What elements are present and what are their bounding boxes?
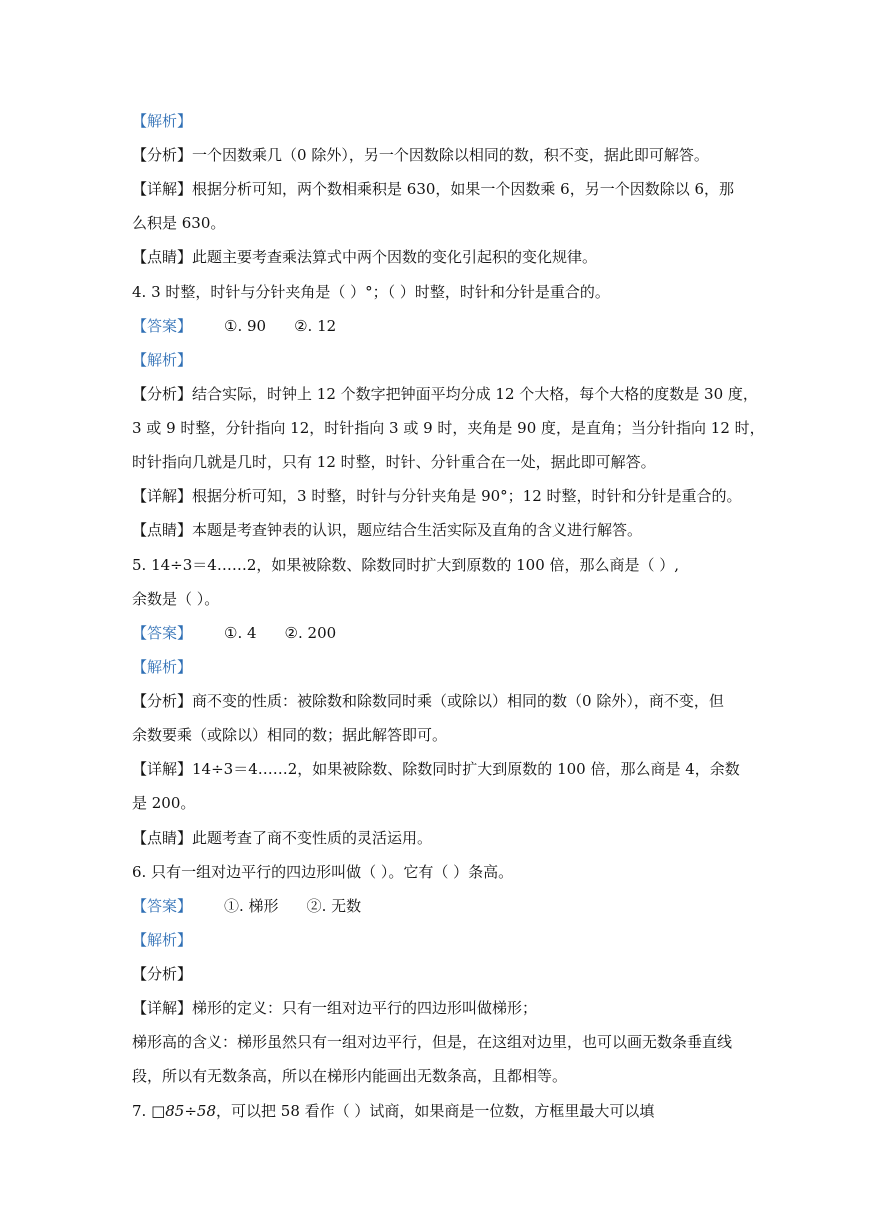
analysis-heading: 【解析】 [132,351,193,369]
question-6: 6. 只有一组对边平行的四边形叫做（ ）。它有（ ）条高。 [132,863,514,881]
question-4: 4. 3 时整，时针与分针夹角是（ ）°；（ ）时整，时针和分针是重合的。 [132,283,610,301]
analysis-heading: 【解析】 [132,112,193,130]
detail-line-cont: 么积是 630。 [132,214,226,232]
math-expression: □85÷58 [151,1102,217,1120]
question-5: 5. 14÷3＝4……2，如果被除数、除数同时扩大到原数的 100 倍，那么商是（ ）, [132,556,680,574]
analysis-heading: 【解析】 [132,931,193,949]
analysis-line-cont: 3 或 9 时整，分针指向 12，时针指向 3 或 9 时，夹角是 90 度，是直角；当分针指向 12 时， [132,419,765,437]
remark-line: 【点睛】此题考查了商不变性质的灵活运用。 [132,829,433,847]
analysis-line-cont: 余数要乘（或除以）相同的数；据此解答即可。 [132,726,448,744]
analysis-line: 【分析】结合实际，时钟上 12 个数字把钟面平均分成 12 个大格，每个大格的度数是 30 度， [132,385,758,403]
detail-line: 【详解】根据分析可知，两个数相乘积是 630，如果一个因数乘 6，另一个因数除以 6，那 [132,180,735,198]
analysis-line: 【分析】一个因数乘几（0 除外），另一个因数除以相同的数，积不变，据此即可解答。 [132,146,709,164]
remark-line: 【点睛】本题是考查钟表的认识，题应结合生活实际及直角的含义进行解答。 [132,521,643,539]
detail-line: 【详解】根据分析可知，3 时整，时针与分针夹角是 90°；12 时整，时针和分针是重合的。 [132,487,742,505]
analysis-line: 【分析】 [132,965,193,983]
question-5-cont: 余数是（ ）。 [132,590,220,608]
remark-line: 【点睛】此题主要考查乘法算式中两个因数的变化引起积的变化规律。 [132,248,598,266]
answer-5: 【答案】 ①. 4 ②. 200 [132,624,337,642]
analysis-heading: 【解析】 [132,658,193,676]
detail-line: 【详解】梯形的定义：只有一组对边平行的四边形叫做梯形； [132,999,538,1017]
analysis-line-cont: 时针指向几就是几时，只有 12 时整，时针、分针重合在一处，据此即可解答。 [132,453,656,471]
detail-line-cont: 是 200。 [132,794,196,812]
detail-line-cont: 梯形高的含义：梯形虽然只有一组对边平行，但是，在这组对边里，也可以画无数条垂直线 [132,1033,733,1051]
detail-line: 【详解】14÷3＝4……2，如果被除数、除数同时扩大到原数的 100 倍，那么商是 4，余数 [132,760,740,778]
question-7: 7. □85÷58，可以把 58 看作（ ）试商，如果商是一位数，方框里最大可以填 [132,1102,655,1120]
analysis-line: 【分析】商不变的性质：被除数和除数同时乘（或除以）相同的数（0 除外），商不变，但 [132,692,724,710]
detail-line-cont: 段，所以有无数条高，所以在梯形内能画出无数条高，且都相等。 [132,1067,568,1085]
answer-4: 【答案】 ①. 90 ②. 12 [132,317,337,335]
answer-6: 【答案】 ①. 梯形 ②. 无数 [132,897,362,915]
